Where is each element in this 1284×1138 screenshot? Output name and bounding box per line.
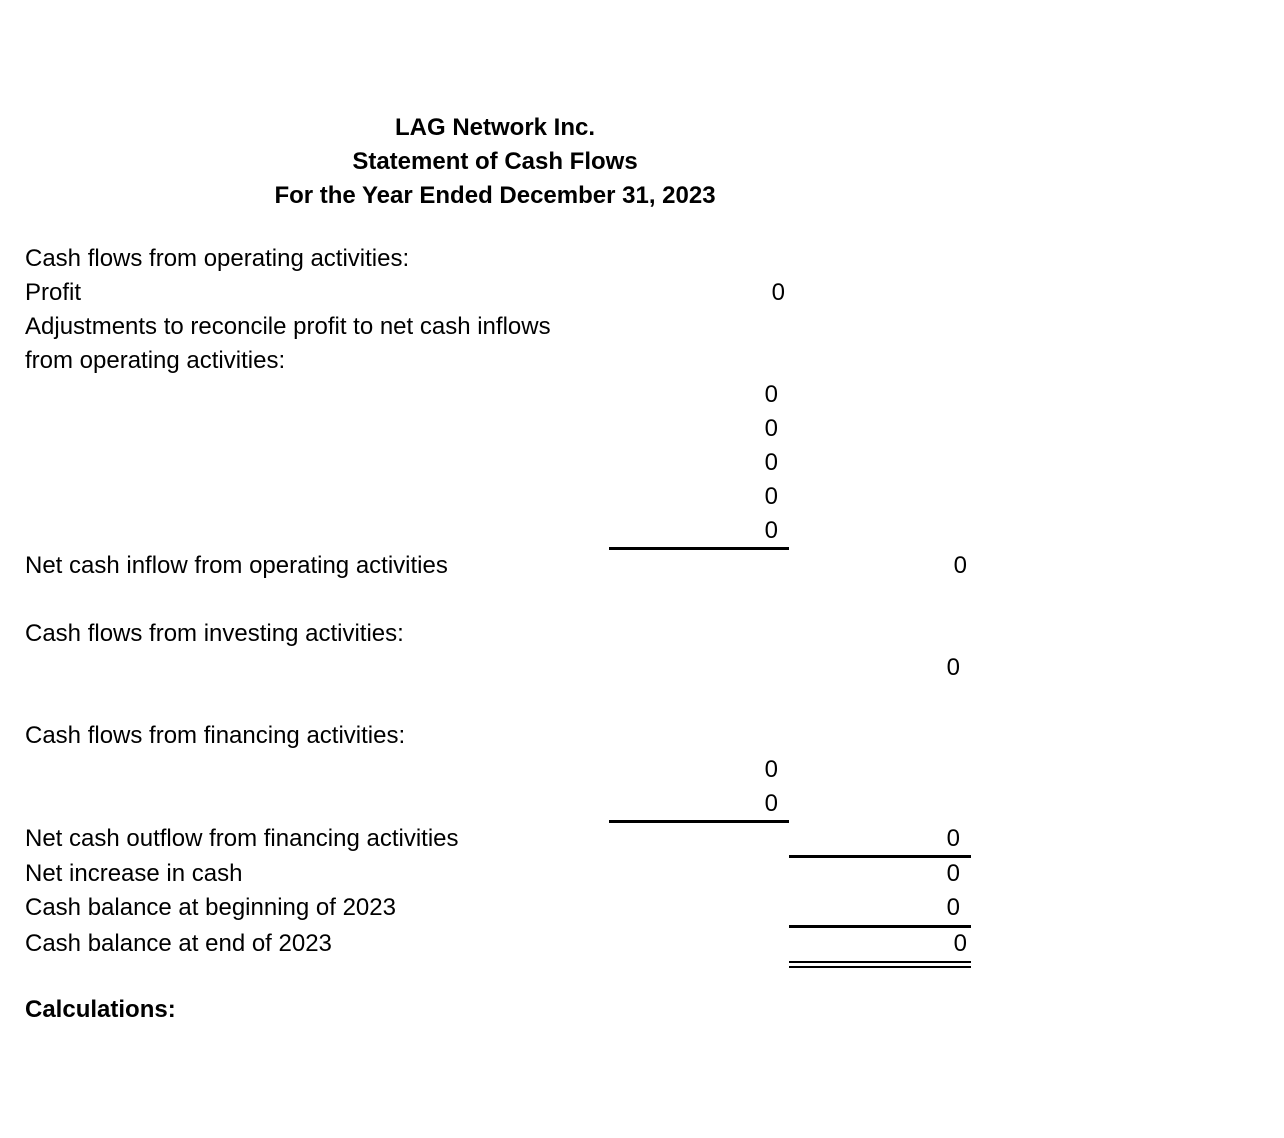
- net-financing-label: Net cash outflow from financing activities: [25, 825, 459, 852]
- operating-heading: Cash flows from operating activities:: [25, 245, 410, 272]
- net-increase-label: Net increase in cash: [25, 860, 243, 887]
- total-rule: [789, 925, 971, 928]
- financing-heading: Cash flows from financing activities:: [25, 722, 406, 749]
- subtotal-rule: [609, 820, 789, 823]
- statement-period: For the Year Ended December 31, 2023: [274, 182, 716, 209]
- investing-value: 0: [946, 654, 960, 681]
- adjustments-label-line1: Adjustments to reconcile profit to net cash inflows: [25, 313, 551, 340]
- double-rule-bottom: [789, 966, 971, 968]
- financing-value: 0: [764, 756, 778, 783]
- beginning-balance-label: Cash balance at beginning of 2023: [25, 894, 396, 921]
- net-increase-value: 0: [946, 860, 960, 887]
- net-operating-label: Net cash inflow from operating activities: [25, 552, 448, 579]
- company-name: LAG Network Inc.: [394, 114, 596, 141]
- double-rule-top: [789, 961, 971, 963]
- profit-label: Profit: [25, 279, 82, 306]
- calculations-heading: Calculations:: [25, 996, 176, 1023]
- adjustment-value: 0: [764, 483, 778, 510]
- adjustment-value: 0: [764, 415, 778, 442]
- ending-balance-value: 0: [953, 930, 967, 957]
- net-financing-value: 0: [946, 825, 960, 852]
- adjustment-value: 0: [764, 381, 778, 408]
- adjustment-value: 0: [764, 449, 778, 476]
- beginning-balance-value: 0: [946, 894, 960, 921]
- financing-value: 0: [764, 790, 778, 817]
- net-operating-value: 0: [953, 552, 967, 579]
- investing-heading: Cash flows from investing activities:: [25, 620, 404, 647]
- subtotal-rule: [609, 547, 789, 550]
- ending-balance-label: Cash balance at end of 2023: [25, 930, 332, 957]
- adjustment-value: 0: [764, 517, 778, 544]
- statement-title: Statement of Cash Flows: [352, 148, 638, 175]
- total-rule: [789, 855, 971, 858]
- profit-value: 0: [771, 279, 785, 306]
- adjustments-label-line2: from operating activities:: [25, 347, 286, 374]
